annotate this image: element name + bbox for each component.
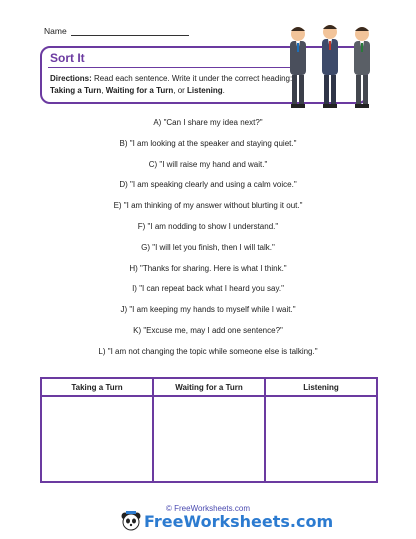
heading-name-1: Taking a Turn	[50, 86, 102, 95]
sentence-item: L) "I am not changing the topic while someone else is talking."	[98, 346, 318, 356]
column-header-waiting-for-a-turn: Waiting for a Turn	[152, 379, 264, 395]
separator: ,	[101, 86, 106, 95]
sentence-item: J) "I am keeping my hands to myself while I wait."	[120, 305, 296, 315]
answer-cell-taking-a-turn[interactable]	[42, 397, 152, 481]
panda-logo-icon	[120, 510, 142, 532]
sentence-item: K) "Excuse me, may I add one sentence?"	[133, 326, 283, 335]
answer-cell-listening[interactable]	[264, 397, 376, 481]
name-field-row	[44, 26, 189, 36]
person-right	[354, 27, 370, 108]
name-label: Name	[44, 26, 67, 36]
table-answer-row	[42, 397, 376, 481]
directions-text	[50, 73, 302, 97]
answer-cell-waiting-for-a-turn[interactable]	[152, 397, 264, 481]
sentence-item: F) "I am nodding to show I understand."	[137, 222, 279, 231]
sentence-item: G) "I will let you finish, then I will talk."	[141, 242, 275, 252]
sentence-item: B) "I am looking at the speaker and staying quiet."	[119, 138, 297, 148]
sentence-item: I) "I can repeat back what I heard you say."	[132, 284, 284, 294]
person-middle	[322, 25, 338, 108]
sentence-item: D) "I am speaking clearly and using a calm voice."	[119, 180, 297, 190]
heading-name-2: Waiting for a Turn	[105, 86, 174, 95]
column-header-taking-a-turn: Taking a Turn	[71, 383, 123, 392]
title-divider	[48, 67, 296, 68]
table-header-row	[42, 379, 376, 397]
period: .	[222, 86, 225, 95]
footer-copyright-link[interactable]: © FreeWorksheets.com	[166, 504, 250, 513]
name-blank-line[interactable]	[71, 28, 189, 36]
brand-logo-text: FreeWorksheets.com	[144, 512, 334, 531]
sentence-item: C) "I will raise my hand and wait."	[148, 159, 268, 169]
directions-label: Directions:	[50, 74, 92, 83]
sorting-table	[40, 377, 378, 483]
separator: , or	[173, 86, 188, 95]
person-left	[290, 27, 306, 108]
sentence-item: A) "Can I share my idea next?"	[153, 118, 263, 127]
directions-body: Read each sentence. Write it under the correct heading:	[91, 74, 293, 83]
worksheet-title: Sort It	[50, 51, 85, 65]
sentence-item: E) "I am thinking of my answer without blurting it out."	[113, 201, 303, 211]
column-header-listening: Listening	[264, 379, 376, 395]
sentence-item: H) "Thanks for sharing. Here is what I think."	[129, 263, 287, 273]
heading-name-3: Listening	[187, 86, 223, 95]
three-businessmen-illustration	[282, 20, 378, 112]
